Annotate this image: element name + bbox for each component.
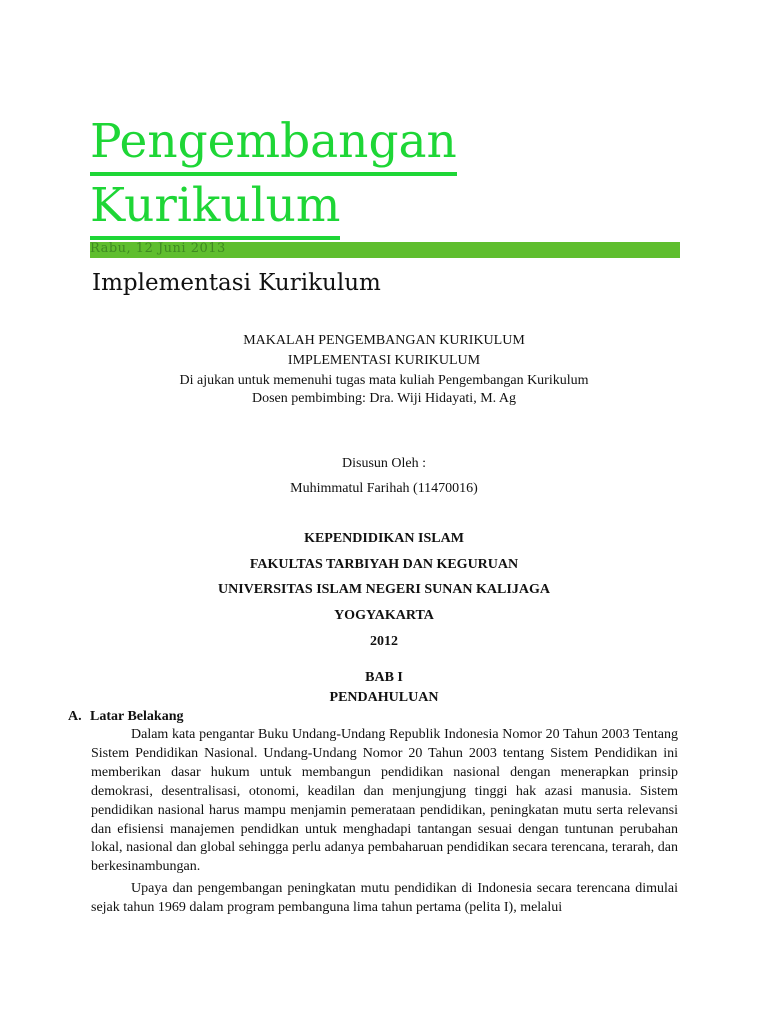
paragraph-1-text: Dalam kata pengantar Buku Undang-Undang Republik Indonesia Nomor 20 Tahun 2003 Tentang Sistem Pendidikan Nasional. Undang-Undang Nomor 20 Tahun 2003 tentang Sistem Pendidikan ini memberikan dasar hukum untuk membangun pendidikan nasional dengan menerapkan prinsip demokrasi, desentralisasi, otonomi, keadilan dan menjungjung tinggi hak azasi manusia. Sistem pendidikan nasional harus mampu menjamin pemerataan pendidikan, peningkatan mutu serta relevansi dan efisiensi manajemen pendidkan untuk menghadapi tantangan sesuai dengan tuntunan perubahan lokal, nasional dan global sehingga perlu adanya pembaharuan pendidikan secara terencana, terarah, dan berkesinambungan. xyxy=(91,727,678,875)
section-title: Latar Belakang xyxy=(90,709,184,724)
post-title[interactable]: Implementasi Kurikulum xyxy=(92,270,381,296)
cover-title: MAKALAH PENGEMBANGAN KURIKULUM xyxy=(243,333,525,348)
university: UNIVERSITAS ISLAM NEGERI SUNAN KALIJAGA xyxy=(218,582,550,597)
city: YOGYAKARTA xyxy=(334,608,434,623)
blog-title[interactable] xyxy=(90,112,457,240)
paragraph-2-text: Upaya dan pengembangan peningkatan mutu pendidikan di Indonesia secara terencana dimulai sejak tahun 1969 dalam program pembanguna lima tahun pertama (pelita I), melalui xyxy=(91,881,678,915)
section-heading xyxy=(68,708,183,726)
cover-supervisor: Dosen pembimbing: Dra. Wiji Hidayati, M. Ag xyxy=(252,391,516,406)
department: KEPENDIDIKAN ISLAM xyxy=(304,531,464,546)
chapter-title: PENDAHULUAN xyxy=(329,690,439,705)
cover-subtitle: IMPLEMENTASI KURIKULUM xyxy=(287,353,481,368)
faculty: FAKULTAS TARBIYAH DAN KEGURUAN xyxy=(249,557,519,572)
year: 2012 xyxy=(370,634,398,649)
paragraph-2 xyxy=(91,880,678,918)
section-marker: A. xyxy=(68,709,82,724)
chapter-number: BAB I xyxy=(365,670,403,685)
date-header-bar xyxy=(90,242,680,258)
blog-title-line-1[interactable]: Pengembangan xyxy=(90,112,457,176)
blog-title-line-2[interactable]: Kurikulum xyxy=(90,176,340,240)
paragraph-1 xyxy=(91,726,678,877)
cover-purpose: Di ajukan untuk memenuhi tugas mata kuliah Pengembangan Kurikulum xyxy=(179,373,589,388)
author-name: Muhimmatul Farihah (11470016) xyxy=(290,481,478,496)
compiled-by-label: Disusun Oleh : xyxy=(342,456,426,471)
post-date: Rabu, 12 Juni 2013 xyxy=(90,241,226,256)
